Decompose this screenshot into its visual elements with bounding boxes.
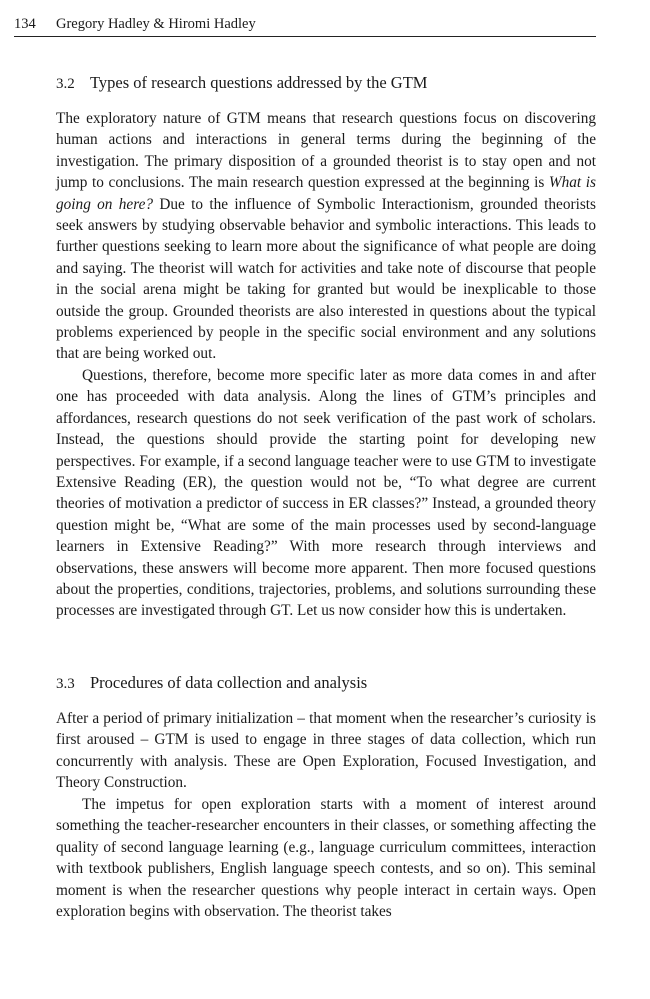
emphasized-question: What is going on here? <box>56 174 596 213</box>
paragraph-3-3-1 <box>56 708 596 794</box>
paragraph-text: The exploratory nature of GTM means that research questions focus on discovering human actions and interactions in general terms during the beginning of the investigation. The primary disposition of a grounded theorist is to stay open and not jump to conclusions. The main research question expressed at the beginning is <box>56 110 596 192</box>
section-heading-3-3 <box>56 672 596 695</box>
running-head-authors: Gregory Hadley & Hiromi Hadley <box>56 16 256 32</box>
paragraph-text: The impetus for open exploration starts with a moment of interest around something the teacher-researcher encounters in their classes, or something affecting the quality of second language learning (e.g., language curriculum committees, interaction with textbook publishers, English language speech contests, and so on). This seminal moment is when the researcher questions why people interact in certain ways. Open exploration begins with observation. The theorist takes <box>56 796 596 921</box>
paragraph-text: Questions, therefore, become more specific later as more data comes in and after one has proceeded with data analysis. Along the lines of GTM’s principles and affordances, research questions do not seek verification of the past work of scholars. Instead, the questions should provide the starting point for developing new perspectives. For example, if a second language teacher were to use GTM to investigate Extensive Reading (ER), the question would not be, “To what degree are current theories of motivation a predictor of success in ER classes?” Instead, a grounded theory question might be, “What are some of the main processes used by second-language learners in Extensive Reading?” With more research through interviews and observations, these answers will become more apparent. Then more focused questions about the properties, conditions, trajectories, problems, and solutions surrounding these processes are investigated through GT. Let us now consider how this is undertaken. <box>56 367 596 620</box>
paragraph-text: After a period of primary initialization – that moment when the researcher’s curiosity is first aroused – GTM is used to engage in three stages of data collection, which run concurrently with analysis. These are Open Exploration, Focused Investigation, and Theory Construction. <box>56 710 596 792</box>
page-number: 134 <box>14 16 36 32</box>
paragraph-3-3-2 <box>56 794 596 922</box>
section-number: 3.2 <box>56 76 75 92</box>
paragraph-text: Due to the influence of Symbolic Interactionism, grounded theorists seek answers by studying observable behavior and symbolic interactions. This leads to further questions seeking to learn more about the significance of what people are doing and saying. The theorist will watch for activities and take note of discourse that people in the social arena might be taking for granted but would be inexplicable to those outside the group. Grounded theorists are also interested in questions about the typical problems experienced by people in the specific social environment and any solutions that are being worked out. <box>56 195 596 363</box>
running-head <box>14 14 596 37</box>
section-title: Procedures of data collection and analysis <box>90 673 368 692</box>
section-title: Types of research questions addressed by the GTM <box>90 73 428 92</box>
paragraph-3-2-2 <box>56 365 596 622</box>
paragraph-3-2-1 <box>56 108 596 365</box>
section-heading-3-2 <box>56 72 596 95</box>
section-number: 3.3 <box>56 676 75 692</box>
